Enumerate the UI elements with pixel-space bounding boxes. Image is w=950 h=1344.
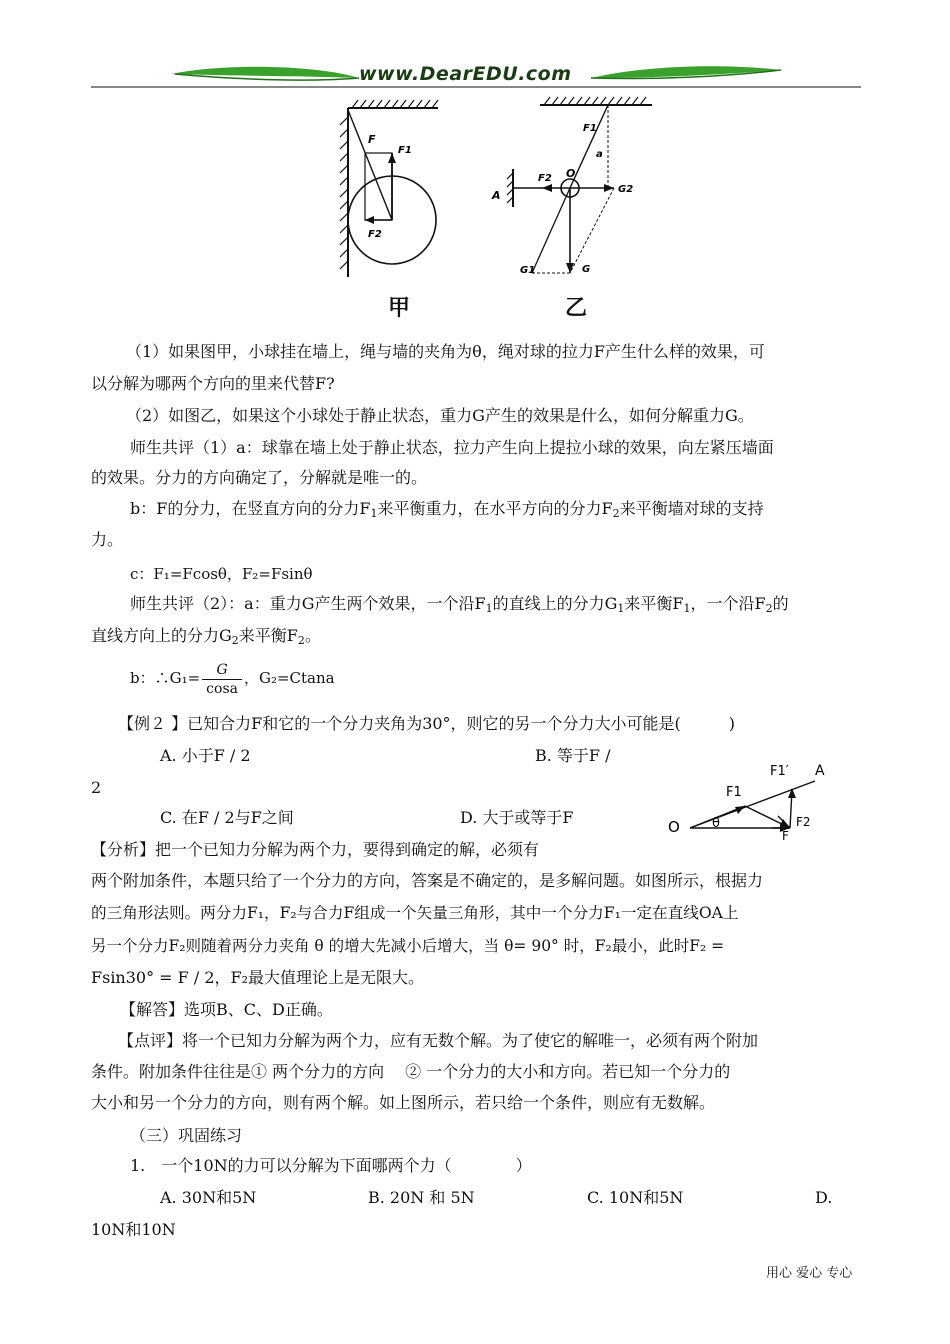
c2a-post: 的 (772, 594, 789, 613)
option-a: A. 小于F / 2 (160, 746, 251, 765)
formula-line (130, 658, 900, 698)
option-d: D. 大于或等于F (460, 808, 574, 827)
exercise-1-c: C. 10N和5N (587, 1188, 684, 1207)
section-3-title: （三）巩固练习 (130, 1126, 243, 1145)
label-F2-right: F2 (538, 173, 552, 184)
sub-2b: 2 (765, 602, 773, 615)
c1c-pre: b：F的分力，在竖直方向的分力F (130, 499, 371, 518)
c1-line5: c：F₁=Fcosθ，F₂=Fsinθ (130, 565, 313, 583)
c1c-post: 来平衡墙对球的支持 (619, 499, 764, 518)
analysis-line1: 【分析】把一个已知力分解为两个力，要得到确定的解，必须有 (91, 840, 540, 859)
option-b-cont: 2 (91, 778, 102, 797)
label-G1: G1 (520, 265, 536, 276)
label-F-small: F (782, 829, 789, 840)
sub-1c: 1 (617, 602, 625, 615)
comment-line3: 大小和另一个分力的方向，则有两个解。如上图所示，若只给一个条件，则应有无数解。 (91, 1093, 716, 1112)
analysis-line3: 的三角形法则。两分力F₁，F₂与合力F组成一个矢量三角形，其中一个分力F₁一定在直线OA上 (91, 904, 739, 922)
vector-triangle-diagram (660, 758, 850, 840)
c1c-mid: 来平衡重力，在水平方向的分力F (377, 499, 613, 518)
c2-line1 (130, 594, 900, 619)
label-O: O (566, 167, 576, 180)
label-F2: F2 (368, 229, 382, 240)
label-F2-small: F2 (796, 815, 811, 829)
figure-diagram (320, 95, 670, 330)
analysis-line2: 两个附加条件，本题只给了一个分力的方向，答案是不确定的，是多解问题。如图所示，根据力 (91, 871, 764, 890)
c2a-mid3: ，一个沿F (690, 594, 766, 613)
answer-line: 【解答】选项B、C、D正确。 (120, 1000, 333, 1019)
option-b: B. 等于F / (535, 746, 611, 765)
comment-line2: 条件。附加条件往往是① 两个分力的方向 ② 一个分力的大小和方向。若已知一个分力的 (91, 1062, 731, 1081)
q1-line1: （1）如果图甲，小球挂在墙上，绳与墙的夹角为θ，绳对球的拉力F产生什么样的效果，可 (126, 342, 765, 361)
analysis-line4: 另一个分力F₂则随着两分力夹角 θ 的增大先减小后增大，当 θ= 90° 时，F₂最小，此时F₂ = (91, 937, 725, 955)
label-theta: θ (712, 816, 720, 831)
label-F1-right: F1 (583, 123, 597, 134)
header-banner (91, 60, 861, 92)
label-O-small: O (668, 818, 680, 836)
footer-text: 用心 爱心 专心 (766, 1266, 853, 1281)
sub-2: 2 (612, 507, 620, 520)
c2b-mid: 来平衡F (238, 626, 298, 645)
sub-1b: 1 (485, 602, 493, 615)
figure-label-yi: 乙 (565, 296, 588, 321)
label-A-small: A (815, 763, 825, 779)
q1-line2: 以分解为哪两个方向的里来代替F? (91, 374, 335, 393)
c1-line1: 师生共评（1）a：球靠在墙上处于静止状态，拉力产生向上提拉小球的效果，向左紧压墙面 (130, 438, 774, 457)
sub-1: 1 (370, 507, 378, 520)
site-url[interactable]: www.DearEDU.com (359, 63, 572, 85)
label-F1-prime: F1′ (770, 764, 789, 779)
formula-fraction (202, 661, 242, 698)
label-F1-small: F1 (726, 785, 742, 800)
c1-line3 (130, 499, 900, 524)
label-a: a (596, 149, 603, 160)
c1-line4: 力。 (91, 530, 124, 549)
sub-2d: 2 (297, 634, 305, 647)
figure-vector-triangle (660, 758, 850, 840)
c2b-pre: 直线方向上的分力G (91, 626, 232, 645)
exercise-1: 1. 一个10N的力可以分解为下面哪两个力（ ） (130, 1156, 532, 1175)
label-G: G (582, 264, 591, 275)
option-c: C. 在F / 2与F之间 (160, 808, 294, 827)
sub-1d: 1 (683, 602, 691, 615)
exercise-1-d-cont: 10N和10N (91, 1220, 176, 1239)
formula-pre: b：∴G₁= (130, 669, 201, 687)
exercise-1-b: B. 20N 和 5N (368, 1188, 475, 1207)
q2-line: （2）如图乙，如果这个小球处于静止状态，重力G产生的效果是什么，如何分解重力G。 (126, 406, 754, 425)
formula-post: ，G₂=Ctana (243, 669, 335, 687)
exercise-1-d: D. (815, 1188, 833, 1207)
label-G2: G2 (618, 184, 634, 195)
formula-num: G (202, 661, 242, 680)
figure-label-jia: 甲 (388, 296, 411, 321)
exercise-1-a: A. 30N和5N (160, 1188, 257, 1207)
c2a-pre: 师生共评（2）：a：重力G产生两个效果，一个沿F (130, 594, 486, 613)
c2a-mid2: 来平衡F (624, 594, 684, 613)
c1-line2: 的效果。分力的方向确定了，分解就是唯一的。 (91, 468, 428, 487)
c2b-post: 。 (304, 626, 321, 645)
analysis-line5: Fsin30° = F / 2，F₂最大值理论上是无限大。 (91, 968, 425, 987)
figure-main (320, 95, 670, 330)
comment-line1: 【点评】将一个已知力分解为两个力，应有无数个解。为了使它的解唯一，必须有两个附加 (118, 1031, 759, 1050)
c2-line2 (91, 626, 861, 651)
label-F1: F1 (398, 145, 412, 156)
example2: 【例２ 】已知合力F和它的一个分力夹角为30°，则它的另一个分力大小可能是( ) (118, 714, 736, 733)
label-F: F (368, 133, 376, 146)
label-A: A (492, 189, 501, 202)
c2a-mid1: 的直线上的分力G (492, 594, 618, 613)
formula-den: cosa (206, 680, 238, 697)
sub-2c: 2 (231, 634, 239, 647)
